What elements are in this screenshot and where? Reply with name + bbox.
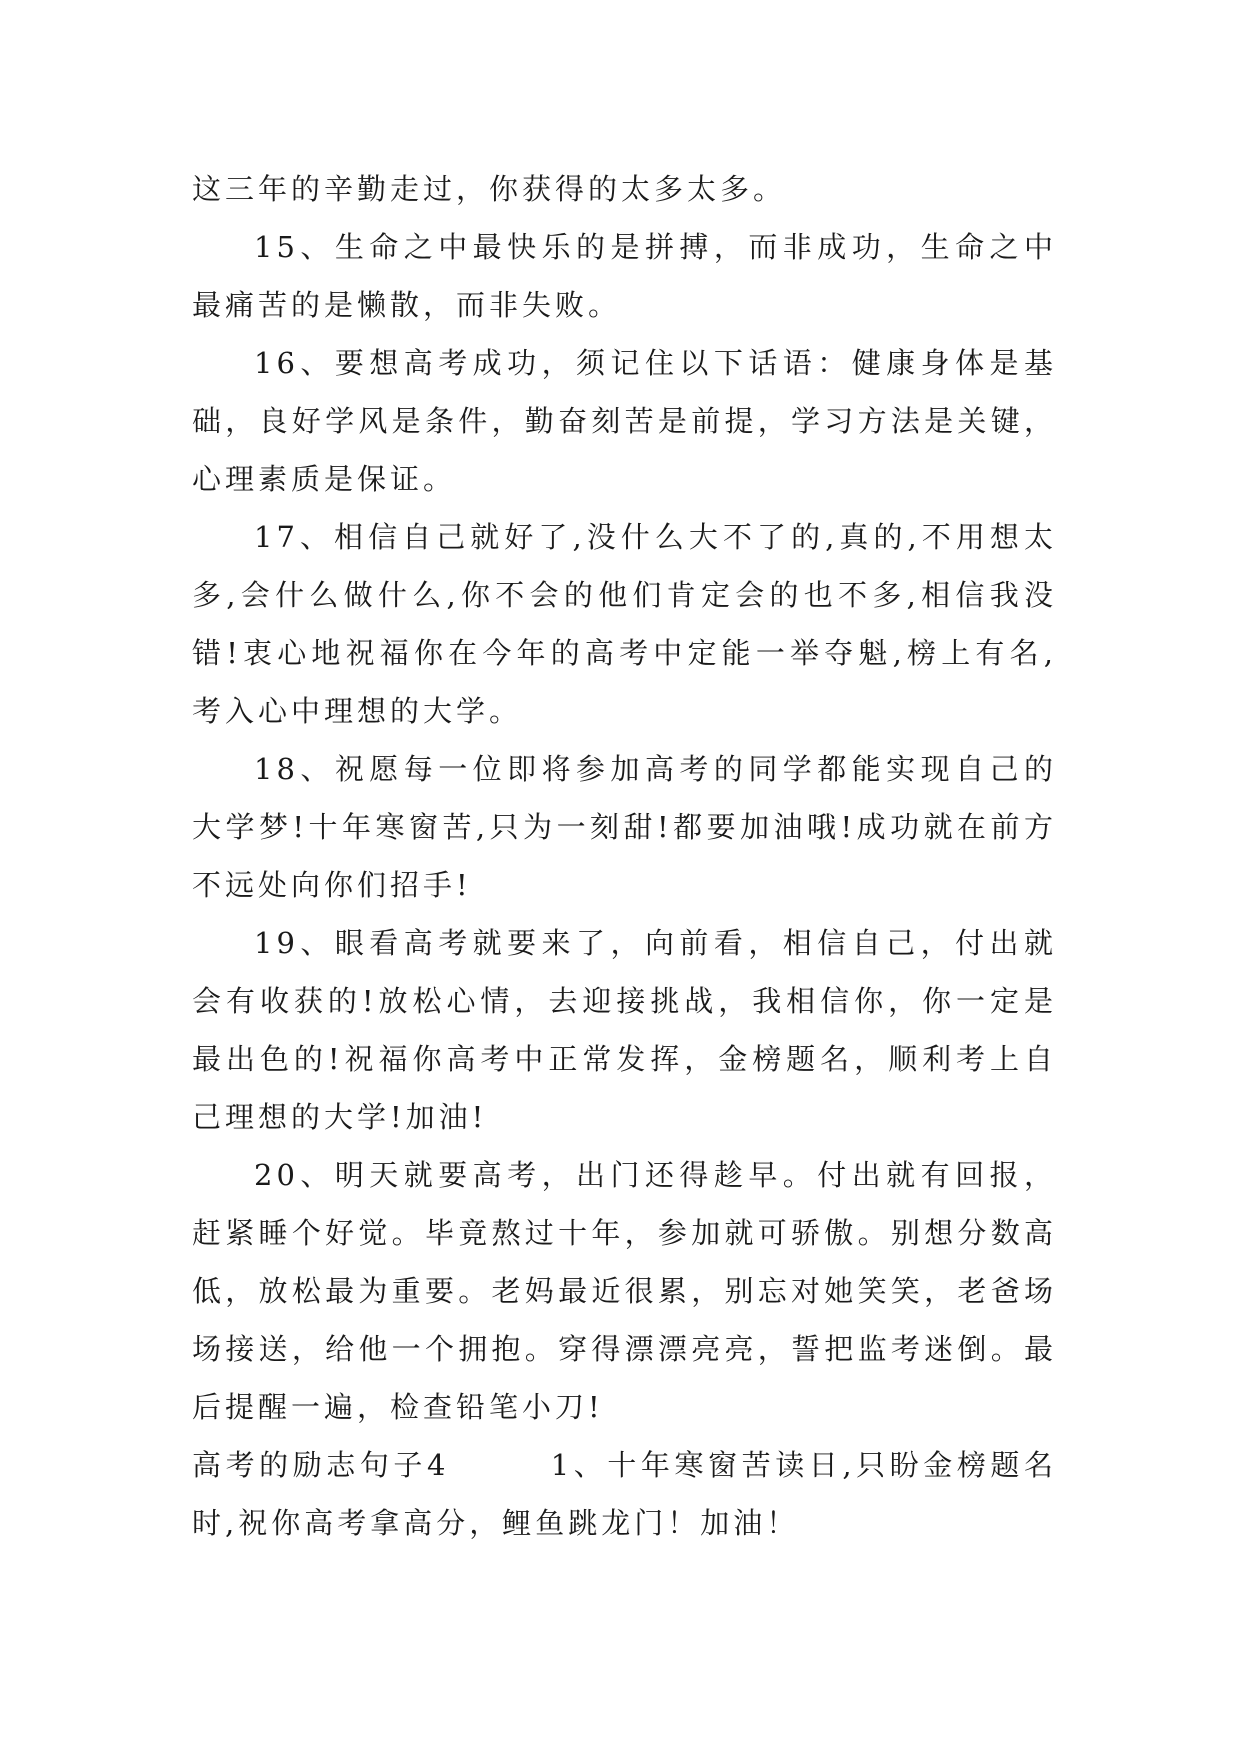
paragraph-7: 20、明天就要高考，出门还得趁早。付出就有回报，赶紧睡个好觉。毕竟熬过十年，参加就可骄傲。别想分数高低，放松最为重要。老妈最近很累，别忘对她笑笑，老爸场场接送，给他一个拥抱。穿得漂漂亮亮，誓把监考迷倒。最后提醒一遍，检查铅笔小刀!	[192, 1158, 1057, 1424]
paragraph-1: 这三年的辛勤走过，你获得的太多太多。	[192, 172, 787, 206]
paragraph-3: 16、要想高考成功，须记住以下话语：健康身体是基础，良好学风是条件，勤奋刻苦是前提，学习方法是关键，心理素质是保证。	[192, 346, 1057, 496]
document-body	[192, 160, 1057, 1552]
paragraph-4: 17、相信自己就好了,没什么大不了的,真的,不用想太多,会什么做什么,你不会的他们肯定会的也不多,相信我没错!衷心地祝福你在今年的高考中定能一举夺魁,榜上有名,考入心中理想的大学。	[192, 520, 1057, 728]
paragraph-5: 18、祝愿每一位即将参加高考的同学都能实现自己的大学梦!十年寒窗苦,只为一刻甜!都要加油哦!成功就在前方不远处向你们招手!	[192, 752, 1057, 902]
paragraph-2: 15、生命之中最快乐的是拼搏，而非成功，生命之中最痛苦的是懒散，而非失败。	[192, 230, 1057, 322]
paragraph-6: 19、眼看高考就要来了，向前看，相信自己，付出就会有收获的!放松心情，去迎接挑战，我相信你，你一定是最出色的!祝福你高考中正常发挥，金榜题名，顺利考上自己理想的大学!加油!	[192, 926, 1057, 1134]
section-heading-paragraph: 高考的励志句子4 1、十年寒窗苦读日,只盼金榜题名时,祝你高考拿高分，鲤鱼跳龙门！加油！	[192, 1448, 1057, 1540]
